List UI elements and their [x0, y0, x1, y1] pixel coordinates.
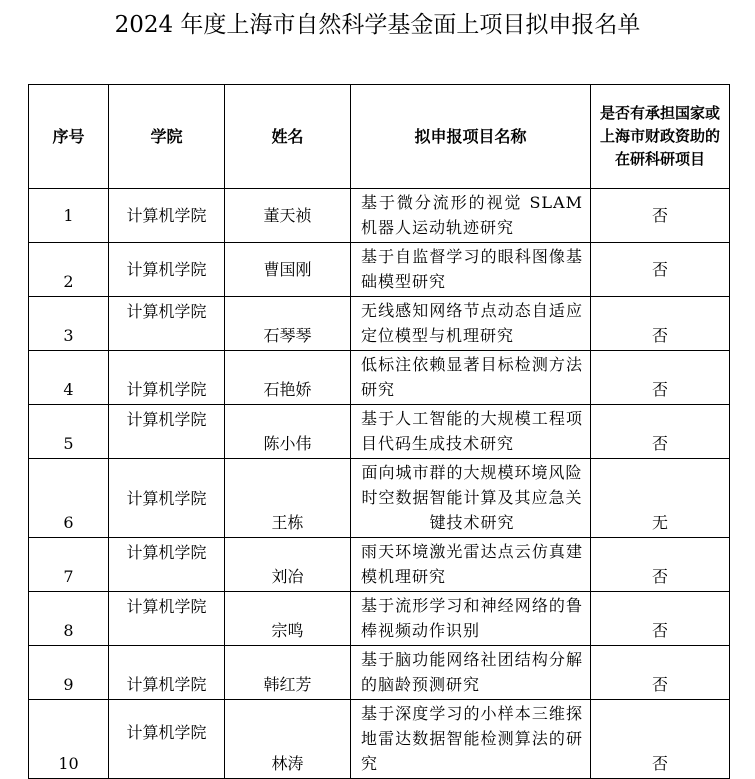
table-row — [29, 405, 730, 459]
table-row — [29, 189, 730, 243]
cell-funded: 否 — [591, 243, 730, 297]
cell-seq: 8 — [29, 592, 109, 646]
table-row — [29, 243, 730, 297]
cell-seq: 9 — [29, 646, 109, 700]
cell-college: 计算机学院 — [109, 592, 225, 646]
cell-project: 雨天环境激光雷达点云仿真建模机理研究 — [351, 538, 591, 592]
cell-college: 计算机学院 — [109, 646, 225, 700]
table-row — [29, 646, 730, 700]
cell-seq: 1 — [29, 189, 109, 243]
table-row — [29, 297, 730, 351]
cell-college: 计算机学院 — [109, 405, 225, 459]
cell-funded: 无 — [591, 459, 730, 538]
applicant-table — [28, 84, 730, 779]
cell-college: 计算机学院 — [109, 297, 225, 351]
cell-name: 林涛 — [225, 700, 351, 779]
cell-funded: 否 — [591, 405, 730, 459]
cell-project: 低标注依赖显著目标检测方法研究 — [351, 351, 591, 405]
cell-project: 面向城市群的大规模环境风险时空数据智能计算及其应急关键技术研究 — [351, 459, 591, 538]
cell-project: 基于人工智能的大规模工程项目代码生成技术研究 — [351, 405, 591, 459]
cell-seq: 3 — [29, 297, 109, 351]
cell-funded: 否 — [591, 538, 730, 592]
header-seq: 序号 — [29, 85, 109, 189]
cell-seq: 4 — [29, 351, 109, 405]
table-header-row — [29, 85, 730, 189]
cell-college: 计算机学院 — [109, 459, 225, 538]
cell-funded: 否 — [591, 351, 730, 405]
cell-funded: 否 — [591, 189, 730, 243]
cell-college: 计算机学院 — [109, 538, 225, 592]
cell-name: 宗鸣 — [225, 592, 351, 646]
cell-funded: 否 — [591, 297, 730, 351]
cell-name: 石艳娇 — [225, 351, 351, 405]
cell-project: 基于深度学习的小样本三维探地雷达数据智能检测算法的研究 — [351, 700, 591, 779]
cell-project: 基于脑功能网络社团结构分解的脑龄预测研究 — [351, 646, 591, 700]
table-row — [29, 538, 730, 592]
cell-name: 陈小伟 — [225, 405, 351, 459]
cell-seq: 2 — [29, 243, 109, 297]
cell-seq: 10 — [29, 700, 109, 779]
cell-college: 计算机学院 — [109, 351, 225, 405]
header-college: 学院 — [109, 85, 225, 189]
table-row — [29, 592, 730, 646]
cell-seq: 7 — [29, 538, 109, 592]
cell-college: 计算机学院 — [109, 189, 225, 243]
cell-project: 基于微分流形的视觉 SLAM 机器人运动轨迹研究 — [351, 189, 591, 243]
cell-project: 无线感知网络节点动态自适应定位模型与机理研究 — [351, 297, 591, 351]
cell-seq: 6 — [29, 459, 109, 538]
table-row — [29, 459, 730, 538]
header-funded: 是否有承担国家或上海市财政资助的在研科研项目 — [591, 85, 730, 189]
table-row — [29, 351, 730, 405]
cell-name: 刘冶 — [225, 538, 351, 592]
cell-name: 韩红芳 — [225, 646, 351, 700]
cell-name: 董天祯 — [225, 189, 351, 243]
cell-project: 基于流形学习和神经网络的鲁棒视频动作识别 — [351, 592, 591, 646]
cell-funded: 否 — [591, 592, 730, 646]
cell-funded: 否 — [591, 700, 730, 779]
cell-seq: 5 — [29, 405, 109, 459]
cell-college: 计算机学院 — [109, 700, 225, 779]
page-title: 2024 年度上海市自然科学基金面上项目拟申报名单 — [114, 12, 641, 38]
cell-name: 曹国刚 — [225, 243, 351, 297]
cell-funded: 否 — [591, 646, 730, 700]
cell-name: 石琴琴 — [225, 297, 351, 351]
cell-project: 基于自监督学习的眼科图像基础模型研究 — [351, 243, 591, 297]
cell-name: 王栋 — [225, 459, 351, 538]
header-name: 姓名 — [225, 85, 351, 189]
cell-college: 计算机学院 — [109, 243, 225, 297]
header-project: 拟申报项目名称 — [351, 85, 591, 189]
